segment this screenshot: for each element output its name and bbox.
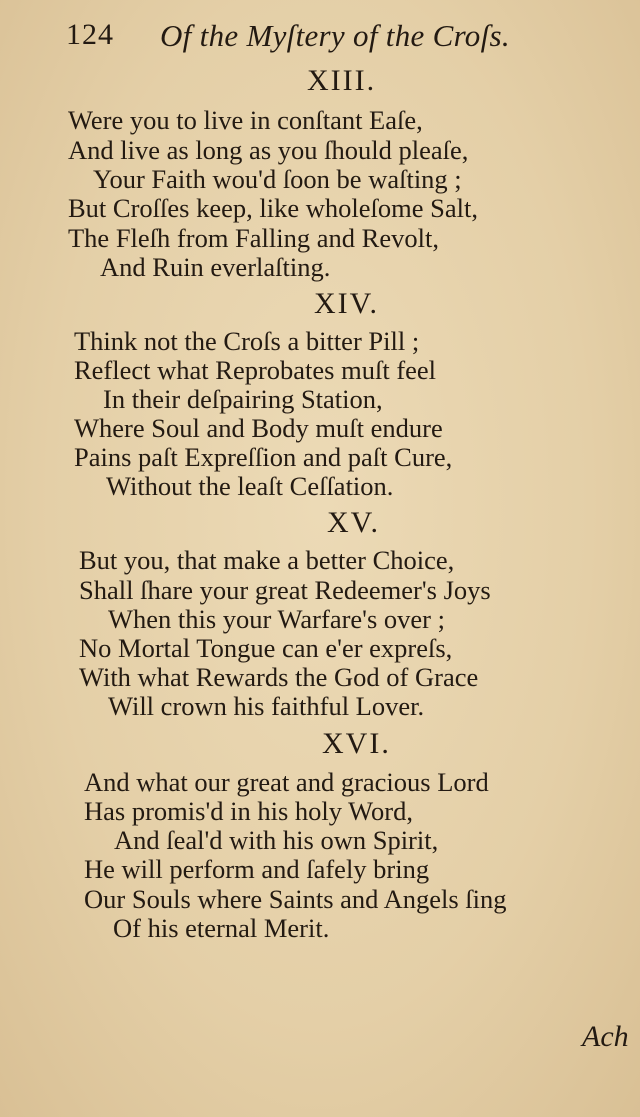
verse-line: Reflect what Reprobates muſt feel	[74, 355, 437, 385]
stanza-numeral: XIII.	[307, 64, 377, 97]
verse-line: Will crown his faithful Lover.	[108, 691, 425, 721]
verse-line: And ſeal'd with his own Spirit,	[114, 825, 439, 855]
verse-line: Pains paſt Expreſſion and paſt Cure,	[74, 442, 453, 472]
running-title: Of the Myſtery of the Croſs.	[160, 18, 510, 53]
verse-line: But Croſſes keep, like wholeſome Salt,	[68, 193, 478, 223]
verse-line: No Mortal Tongue can e'er expreſs,	[79, 633, 453, 663]
verse-line: And live as long as you ſhould pleaſe,	[68, 135, 469, 165]
verse-line: The Fleſh from Falling and Revolt,	[68, 223, 439, 253]
running-head	[66, 14, 516, 54]
catchword: Ach	[582, 1020, 629, 1053]
verse-line: He will perform and ſafely bring	[84, 854, 430, 884]
stanza-numeral: XIV.	[314, 287, 379, 320]
verse-line: Were you to live in conſtant Eaſe,	[68, 105, 423, 135]
verse-line: Our Souls where Saints and Angels ſing	[84, 884, 507, 914]
page-number: 124	[66, 18, 114, 51]
verse-line: Has promis'd in his holy Word,	[84, 796, 413, 826]
verse-line: With what Rewards the God of Grace	[79, 662, 479, 692]
verse-line: In their deſpairing Station,	[103, 384, 383, 414]
verse-line: And Ruin everlaſting.	[100, 252, 331, 282]
verse-line: Of his eternal Merit.	[113, 913, 330, 943]
verse-line: Your Faith wou'd ſoon be waſting ;	[93, 164, 462, 194]
verse-line: Think not the Croſs a bitter Pill ;	[74, 326, 420, 356]
stanza-numeral: XV.	[327, 506, 380, 539]
verse-line: And what our great and gracious Lord	[84, 767, 489, 797]
verse-line: Where Soul and Body muſt endure	[74, 413, 443, 443]
verse-line: Without the leaſt Ceſſation.	[106, 471, 394, 501]
verse-line: Shall ſhare your great Redeemer's Joys	[79, 575, 491, 605]
verse-line: When this your Warfare's over ;	[108, 604, 445, 634]
verse-line: But you, that make a better Choice,	[79, 545, 455, 575]
stanza-numeral: XVI.	[322, 727, 391, 760]
